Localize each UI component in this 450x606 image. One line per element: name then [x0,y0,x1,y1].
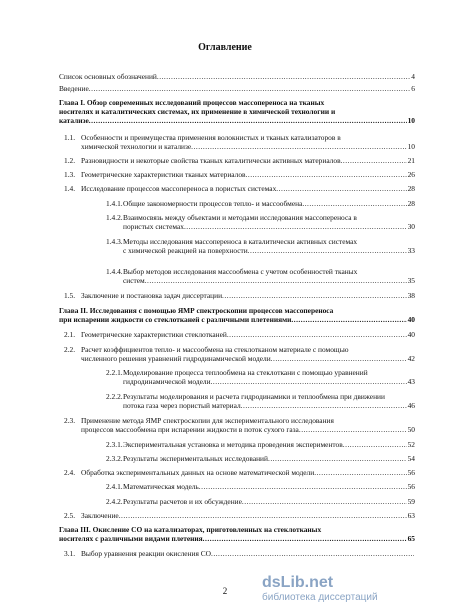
toc-entry-page: 52 [407,440,415,449]
toc-entry-text: Особенности и преимущества применения волокнистых и тканых катализаторов в [81,133,341,142]
toc-entry [59,98,415,125]
toc-entry-text: Взаимосвязь между объектами и методами исследования массопереноса в [123,213,357,222]
toc-leader-dots [246,170,407,179]
toc-entry [64,184,415,193]
toc-entry-page: 56 [407,468,415,477]
toc-entry-page: 40 [407,315,415,324]
toc-entry-page: 54 [407,454,415,463]
toc-leader-dots [222,291,407,300]
toc-entry-number: 2.4.1. [106,482,123,491]
toc-entry [106,267,415,285]
toc-entry-text: при испарении жидкости со стеклотканей с различными плетениями [59,315,292,324]
toc-entry [64,416,415,434]
toc-entry-page: 56 [407,482,415,491]
toc-entry [64,511,415,520]
toc-entry-number: 2.4.2. [106,497,123,506]
toc-leader-dots [184,222,407,231]
watermark-logo: dsLib.net [262,574,334,591]
toc-entry [106,237,415,255]
toc-entry-number: 1.4.3. [106,237,123,246]
toc-leader-dots [145,276,407,285]
toc-entry-text: Результаты расчетов и их обсуждение [123,497,242,506]
toc-entry [106,482,415,491]
toc-entry-number: 2.3. [64,416,76,425]
toc-entry-text: Выбор уравнения реакции окисления СО [81,549,212,558]
toc-leader-dots [89,84,411,93]
toc-leader-dots [276,184,406,193]
toc-entry-text: гидродинамической модели [123,377,211,386]
toc-entry-text: Моделирование процесса теплообмена на стеклоткани с помощью уравнений [123,368,368,377]
toc-entry-page: 4 [411,72,415,81]
toc-leader-dots [248,246,407,255]
toc-entry [59,84,415,93]
toc-entry-number: 2.3.2. [106,454,123,463]
toc-entry-number: 1.1. [64,133,76,142]
toc-entry [64,330,415,339]
toc-entry-page: 21 [407,156,415,165]
toc-entry [59,525,415,543]
toc-entry-page: 63 [407,511,415,520]
toc-leader-dots [211,377,407,386]
toc-entry-number: 1.5. [64,291,76,300]
toc-entry-number: 2.3.1. [106,440,123,449]
toc-entry-text: Применение метода ЯМР спектроскопии для экспериментального исследования [81,416,334,425]
toc-leader-dots [271,354,407,363]
toc-leader-dots [211,549,414,558]
toc-entry-text: Результаты экспериментальных исследований [123,454,268,463]
toc-leader-dots [314,468,406,477]
toc-entry-number: 2.2.1. [106,368,123,377]
toc-entry-text: численного решения уравнений гидродинамической модели [81,354,271,363]
toc-entry-text: катализе [59,116,89,125]
toc-entry-number: 1.4.2. [106,213,123,222]
toc-entry [64,549,415,558]
toc-entry-text: Расчет коэффициентов тепло- и массообмена на стеклотканом материале с помощью [81,345,349,354]
toc-entry-number: 3.1. [64,549,76,558]
toc-entry-text: Результаты моделирования и расчета гидродинамики и теплообмена при движении [123,392,385,401]
toc-entry [106,368,415,386]
page-number: 2 [222,586,228,596]
toc-leader-dots [191,142,406,151]
toc-entry [59,306,415,324]
toc-entry-page: 50 [407,425,415,434]
toc-entry-text: Глава II. Исследования с помощью ЯМР спектроскопии процессов массопереноса [59,306,334,315]
toc-entry-text: Введение [59,84,89,93]
toc-leader-dots [302,199,406,208]
toc-entry [64,345,415,363]
toc-entry-text: Общие закономерности процессов тепло- и массообмена [123,199,303,208]
toc-entry-number: 2.5. [64,511,76,520]
toc-entry [106,213,415,231]
toc-leader-dots [291,315,406,324]
toc-entry-text: Геометрические характеристики стеклотканей [81,330,227,339]
toc-entry-page: 46 [407,401,415,410]
toc-entry [106,454,415,463]
toc-entry-text: процессов массообмена при испарении жидкости в поток сухого газа [81,425,299,434]
toc-entry-text: носителях с различными видами плетения [59,534,203,543]
toc-entry-number: 1.3. [64,170,76,179]
toc-entry [106,392,415,410]
toc-leader-dots [119,511,407,520]
toc-entry-page: 40 [407,330,415,339]
toc-leader-dots [242,497,407,506]
toc-entry-page: 43 [407,377,415,386]
toc-entry-text: носителях и каталитических системах, их применение в химической технологии и [59,107,336,116]
toc-entry [64,156,415,165]
toc-entry-text: потока газа через пористый материал [123,401,241,410]
toc-entry-text: Разновидности и некоторые свойства тканых каталитически активных материалов [81,156,341,165]
toc-entry-page: 26 [407,170,415,179]
toc-entry-text: Выбор методов исследования массообмена с учетом особенностей тканых [123,267,358,276]
toc-leader-dots [157,72,410,81]
toc-entry-text: Геометрические характеристики тканых материалов [81,170,246,179]
watermark [262,574,450,604]
toc-entry-text: с химической реакцией на поверхности [123,246,248,255]
toc-entry-text: Исследование процессов массопереноса в пористых системах [81,184,277,193]
toc-entry-number: 2.1. [64,330,76,339]
toc-entry-page: 35 [407,276,415,285]
toc-entry-text: Математическая модель [123,482,199,491]
toc-entry-page: 33 [407,246,415,255]
toc-entry-text: химической технологии и катализе [81,142,192,151]
toc-entry-page: 42 [407,354,415,363]
toc-leader-dots [343,440,407,449]
toc-entry [64,133,415,151]
toc-leader-dots [203,534,407,543]
toc-leader-dots [227,330,407,339]
toc-entry-number: 2.4. [64,468,76,477]
toc-entry-text: Экспериментальная установка и методика проведения экспериментов [123,440,343,449]
toc-entry [64,468,415,477]
toc-entry [64,170,415,179]
toc-entry [106,199,415,208]
toc-entry [59,72,415,81]
toc-entry-text: Глава I. Обзор современных исследований процессов массопереноса на тканых [59,98,325,107]
toc-entry [64,291,415,300]
toc-entry-page: 10 [407,116,415,125]
toc-leader-dots [241,401,407,410]
toc-leader-dots [268,454,407,463]
toc-leader-dots [89,116,407,125]
toc-entry-text: Список основных обозначений [59,72,157,81]
toc-entry [106,440,415,449]
toc-entry-number: 1.2. [64,156,76,165]
toc-entry-text: Обработка экспериментальных данных на основе математической модели [81,468,315,477]
toc-entry-text: систем [123,276,145,285]
toc-entry-page: 10 [407,142,415,151]
toc-entry-page: 30 [407,222,415,231]
toc-leader-dots [199,482,407,491]
toc-entry [106,497,415,506]
toc-entry-text: Заключение [81,511,119,520]
toc-leader-dots [299,425,407,434]
toc-entry-number: 1.4.4. [106,267,123,276]
toc-entry-page: 38 [407,291,415,300]
toc-entry-page: 28 [407,199,415,208]
toc-entry-text: Методы исследования массопереноса в каталитически активных системах [123,237,358,246]
toc-entry-number: 1.4. [64,184,76,193]
toc-entry-number: 2.2.2. [106,392,123,401]
toc-entry-number: 1.4.1. [106,199,123,208]
toc-entry-page: 59 [407,497,415,506]
toc-entry-text: Глава III. Окисление СО на катализаторах, приготовленных на стеклотканых [59,525,322,534]
toc-leader-dots [341,156,407,165]
toc-entry-page: 6 [411,84,415,93]
page-title: Оглавление [198,42,252,53]
watermark-text: библиотека диссертаций [262,592,378,603]
toc-entry-number: 2.2. [64,345,76,354]
toc-entry-text: пористых системах [123,222,184,231]
toc-entry-page: 28 [407,184,415,193]
toc-entry-text: Заключение и постановка задач диссертации [81,291,223,300]
toc-entry-page: 65 [407,534,415,543]
